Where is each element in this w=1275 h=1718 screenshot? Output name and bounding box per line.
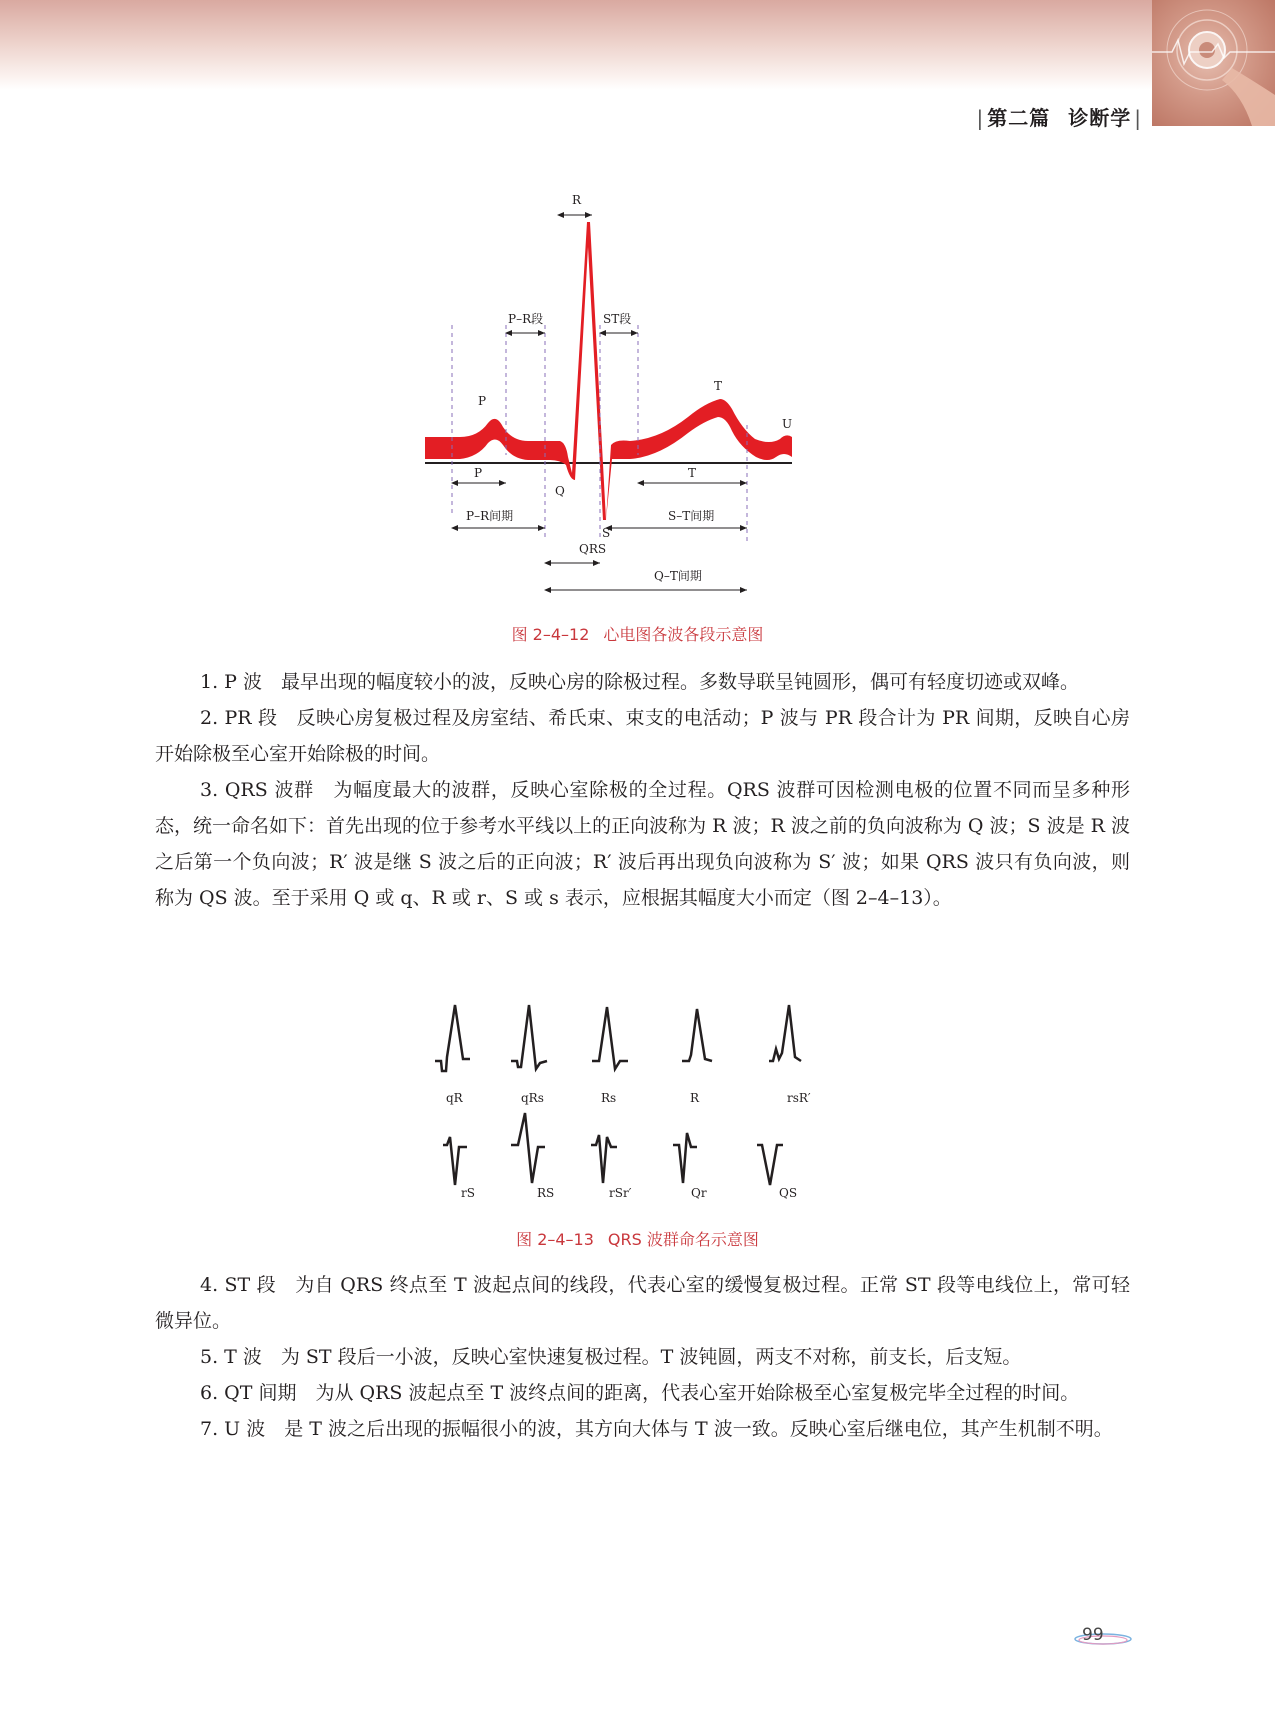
header-band — [0, 0, 1275, 90]
figure-caption-2-4-13 — [0, 1227, 1275, 1250]
label-QS: QS — [779, 1186, 798, 1200]
qrs-shape-rSr — [591, 1135, 617, 1183]
label-rSr-prime: rSr′ — [609, 1186, 632, 1200]
page-number-text: 99 — [1082, 1625, 1104, 1645]
label-t-wave: T — [714, 379, 723, 393]
body-text-upper — [155, 664, 1130, 916]
qrs-shape-QS — [757, 1145, 783, 1185]
label-RS: RS — [537, 1186, 555, 1200]
ecg-waveform-figure — [420, 195, 865, 609]
qrs-shape-R — [682, 1009, 712, 1061]
section-title — [974, 102, 1146, 131]
body-text-lower — [155, 1267, 1130, 1447]
label-pr-interval: P–R间期 — [466, 509, 514, 523]
label-rS: rS — [461, 1186, 475, 1200]
section-part: 第二篇 — [987, 106, 1051, 130]
label-s-wave: S — [602, 526, 611, 540]
label-Qr: Qr — [691, 1186, 707, 1200]
label-r: R — [572, 195, 582, 207]
label-st-segment: ST段 — [603, 312, 632, 326]
qrs-shape-qR — [435, 1005, 470, 1071]
paragraph-qt-interval: 6. QT 间期 为从 QRS 波起点至 T 波终点间的距离，代表心室开始除极至心室复极完毕全过程的时间。 — [200, 1382, 1080, 1404]
qrs-shape-qRs — [511, 1005, 547, 1069]
title-divider-right: | — [1134, 106, 1142, 130]
paragraph-t-wave: 5. T 波 为 ST 段后一小波，反映心室快速复极过程。T 波钝圆，两支不对称，前支长，后支短。 — [200, 1346, 1022, 1368]
paragraph-qrs-complex: 3. QRS 波群 为幅度最大的波群，反映心室除极的全过程。QRS 波群可因检测电极的位置不同而呈多种形态，统一命名如下：首先出现的位于参考水平线以上的正向波称为 R 波；R 波之前的负向波称为 Q 波；S 波是 R 波之后第一个负向波；R′ 波是继 S 波之后的正向波；R′ 波后再出现负向波称为 S′ 波；如果 QRS 波只有负向波，则称为 QS 波。至于采用 Q 或 q、R 或 r、S 或 s 表示，应根据其幅度大小而定（图 2–4–13）。 — [155, 779, 1130, 909]
label-t-duration: T — [688, 466, 697, 480]
figure-title: QRS 波群命名示意图 — [607, 1230, 759, 1249]
qrs-shape-Qr — [673, 1133, 697, 1183]
label-p-wave: P — [478, 394, 487, 408]
stethoscope-icon — [1152, 0, 1275, 126]
label-qRs: qRs — [521, 1091, 544, 1105]
label-u-wave: U — [782, 417, 793, 431]
label-qrs: QRS — [579, 542, 607, 556]
figure-number: 图 2–4–12 — [511, 625, 590, 644]
label-pr-segment: P–R段 — [508, 312, 544, 326]
figure-caption-2-4-12 — [0, 622, 1275, 645]
qrs-shape-rS — [443, 1137, 467, 1185]
paragraph-p-wave: 1. P 波 最早出现的幅度较小的波，反映心房的除极过程。多数导联呈钝圆形，偶可有轻度切迹或双峰。 — [200, 671, 1079, 693]
qrs-shape-Rs — [592, 1007, 628, 1069]
title-divider-left: | — [976, 106, 985, 130]
label-Rs: Rs — [601, 1091, 617, 1105]
label-qt-interval: Q–T间期 — [654, 569, 702, 583]
qrs-morphology-figure — [425, 995, 835, 1219]
paragraph-u-wave: 7. U 波 是 T 波之后出现的振幅很小的波，其方向大体与 T 波一致。反映心室后继电位，其产生机制不明。 — [200, 1418, 1113, 1440]
paragraph-pr-segment: 2. PR 段 反映心房复极过程及房室结、希氏束、束支的电活动；P 波与 PR 段合计为 PR 间期，反映自心房开始除极至心室开始除极的时间。 — [155, 707, 1130, 765]
qrs-morphology-diagram — [425, 995, 835, 1215]
figure-number: 图 2–4–13 — [516, 1230, 594, 1249]
page-number — [1082, 1625, 1104, 1645]
label-p-duration: P — [474, 466, 483, 480]
qrs-shape-rsR — [769, 1005, 801, 1061]
paragraph-st-segment: 4. ST 段 为自 QRS 终点至 T 波起点间的线段，代表心室的缓慢复极过程。正常 ST 段等电线位上，常可轻微异位。 — [155, 1274, 1130, 1332]
qrs-shape-RS — [511, 1113, 545, 1183]
label-qR: qR — [446, 1091, 463, 1105]
label-rsR-prime: rsR′ — [787, 1091, 811, 1105]
label-q-wave: Q — [555, 484, 565, 498]
label-st-interval: S–T间期 — [668, 509, 715, 523]
section-subject: 诊断学 — [1068, 106, 1132, 130]
ecg-waveform-diagram — [420, 195, 865, 605]
stethoscope-decoration-image — [1152, 0, 1275, 126]
label-R: R — [690, 1091, 700, 1105]
figure-title: 心电图各波各段示意图 — [603, 625, 764, 644]
